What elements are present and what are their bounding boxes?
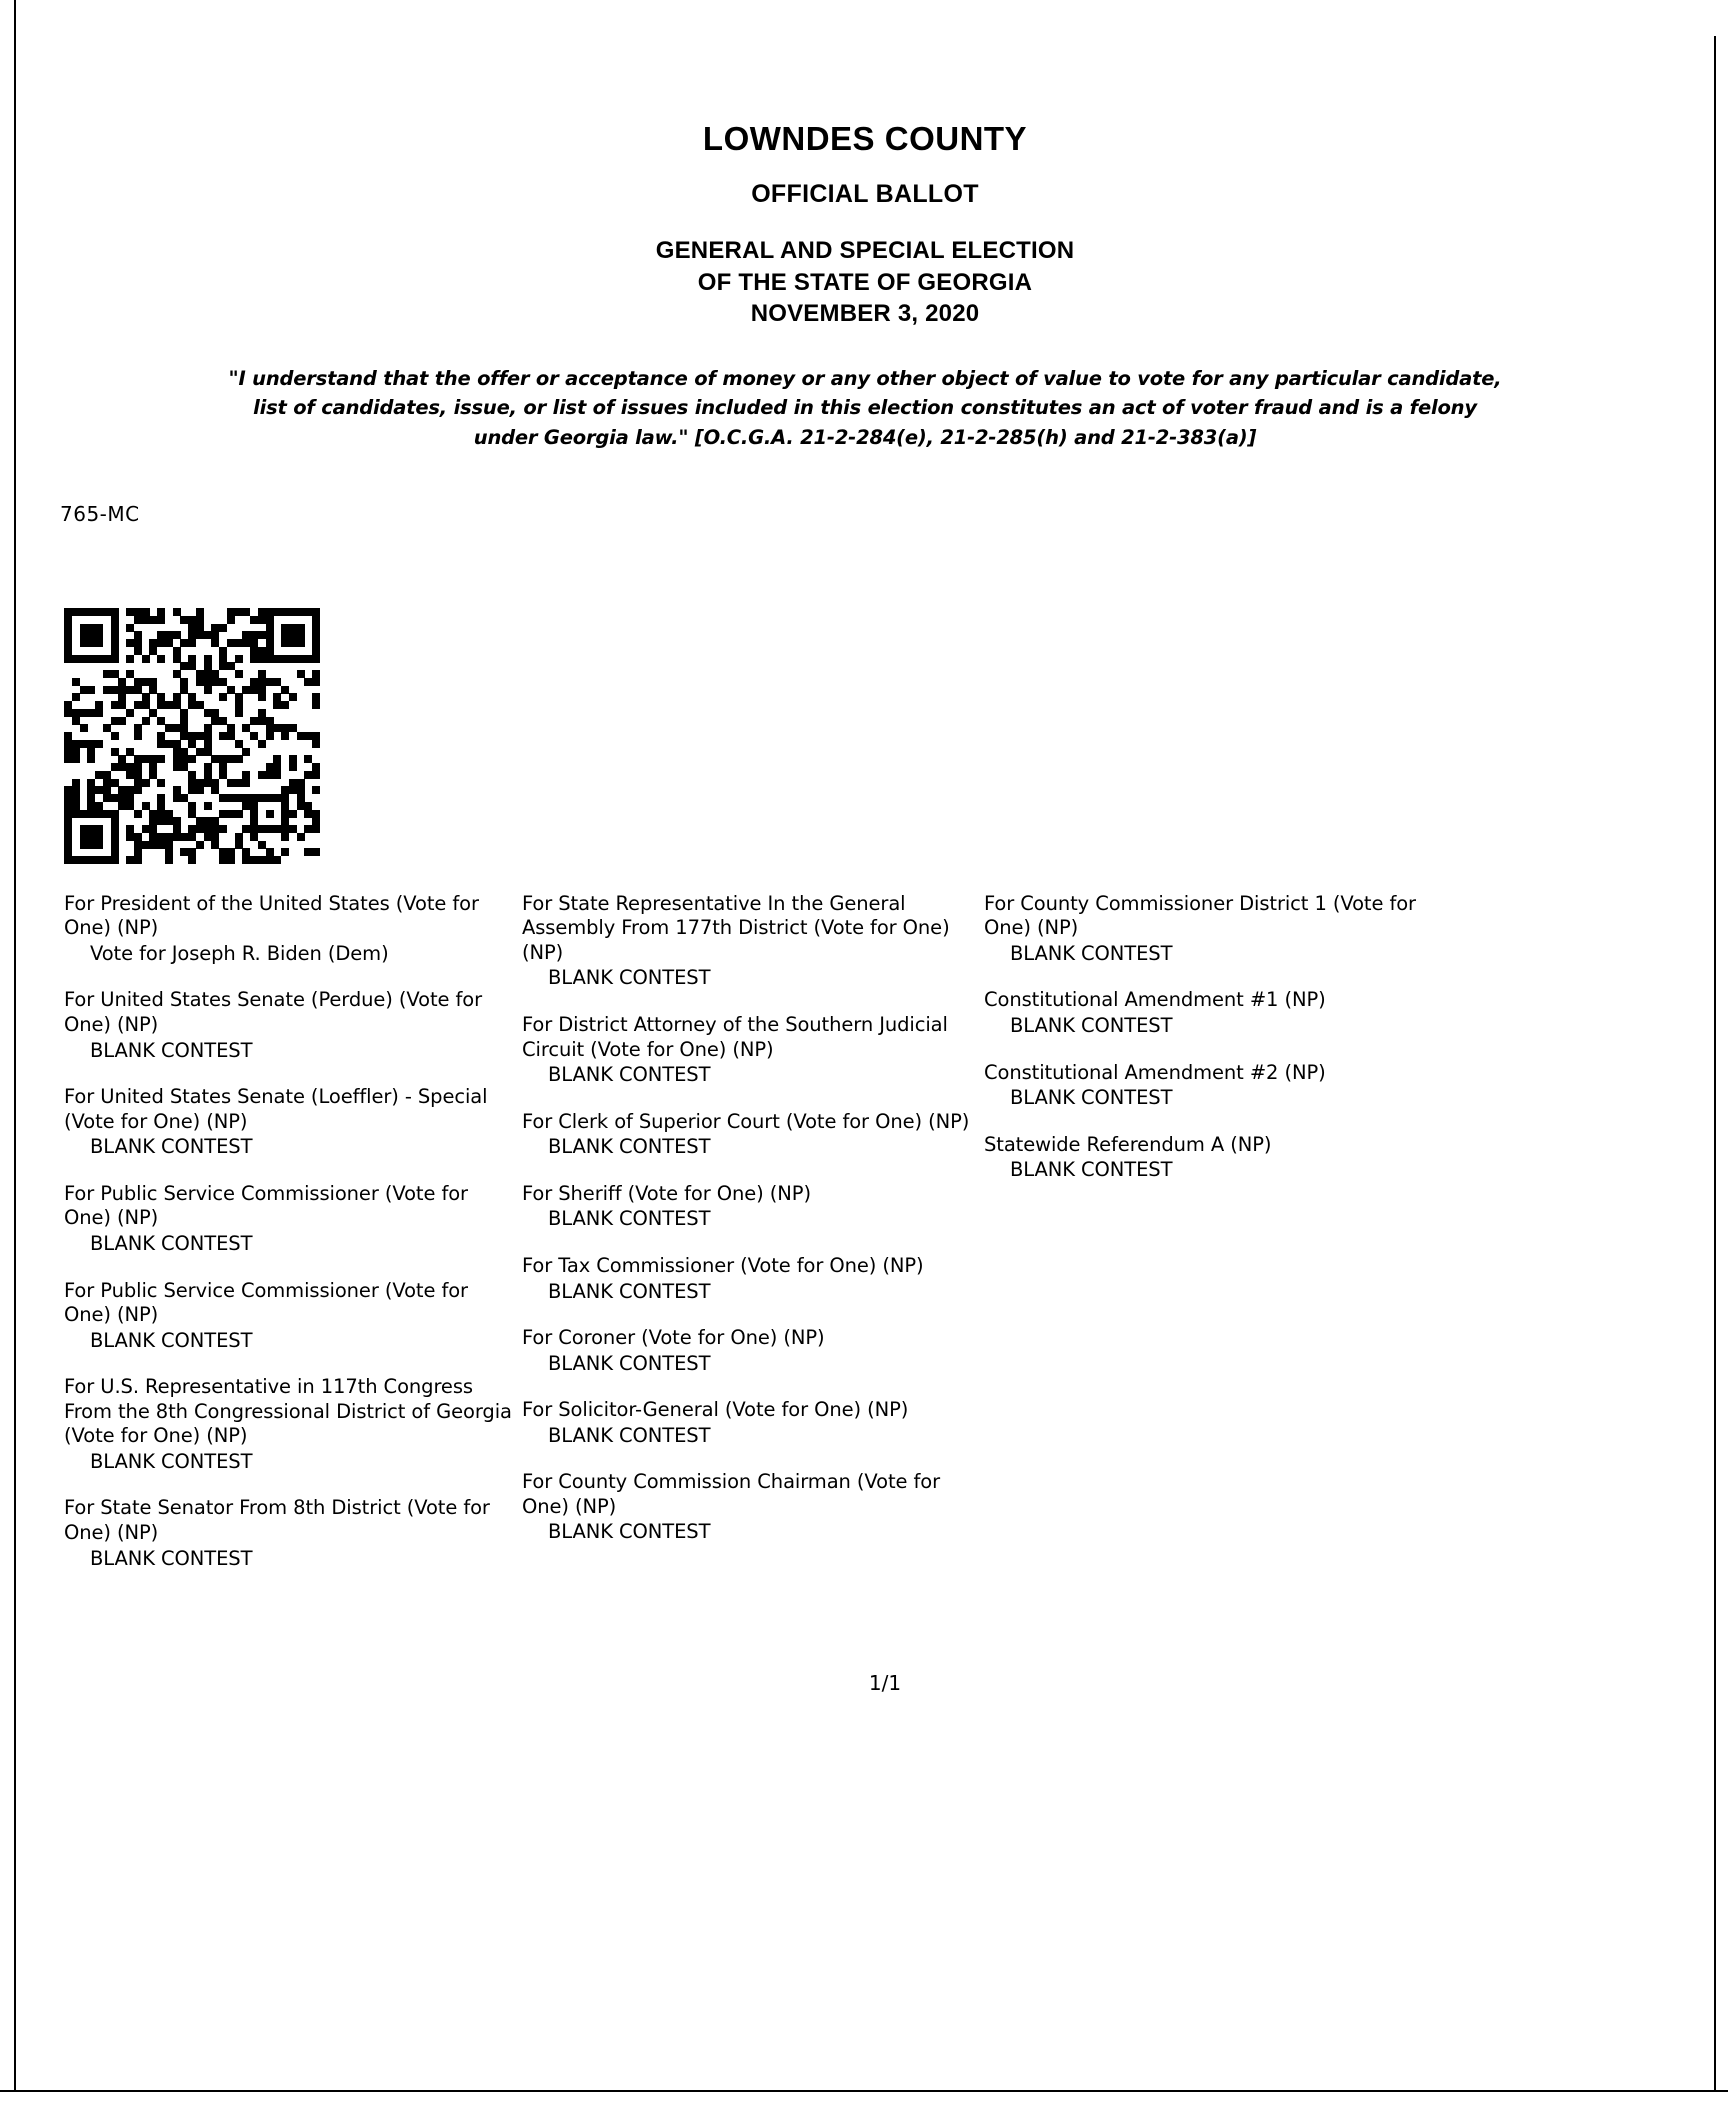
contest-selection: BLANK CONTEST [90,1546,253,1570]
contest-selection: BLANK CONTEST [1010,941,1173,965]
contest-title: For Clerk of Superior Court (Vote for One) (NP) [522,1109,970,1133]
contest-selection: BLANK CONTEST [548,1520,711,1544]
qr-code-container [64,608,1714,864]
contest-selection: BLANK CONTEST [1010,1086,1173,1110]
contest-block [984,1061,1454,1111]
contest-columns [64,892,1664,1593]
contest-block [64,1279,512,1354]
contest-block [64,1182,512,1257]
contest-block [522,1110,970,1160]
contest-selection: BLANK CONTEST [90,1449,253,1473]
ballot-sheet [16,0,1714,2090]
election-title-line-1: GENERAL AND SPECIAL ELECTION [655,237,1075,264]
election-title-line-2: OF THE STATE OF GEORGIA [697,268,1033,296]
contest-selection: BLANK CONTEST [90,1328,253,1352]
contest-title: For Public Service Commissioner (Vote for One) (NP) [64,1181,468,1230]
contest-selection: BLANK CONTEST [90,1135,253,1159]
contest-title: For County Commissioner District 1 (Vote for One) (NP) [984,891,1416,940]
contest-title: For State Representative In the General Assembly From 177th District (Vote for One) (NP) [522,891,950,964]
contest-block [64,892,512,967]
contest-block [522,1398,970,1448]
contest-block [984,1133,1454,1183]
contest-selection: BLANK CONTEST [90,1038,253,1062]
ballot-qr-code [64,608,320,864]
contest-title: For County Commission Chairman (Vote for One) (NP) [522,1470,941,1518]
contest-block [64,1496,512,1571]
contest-selection: Vote for Joseph R. Biden (Dem) [90,941,389,965]
official-ballot-title: OFFICIAL BALLOT [751,180,979,208]
contest-title: For United States Senate (Loeffler) - Special (Vote for One) (NP) [64,1085,488,1133]
contest-block [522,892,970,991]
contest-title: For Public Service Commissioner (Vote for One) (NP) [64,1278,468,1327]
ballot-header [16,0,1714,330]
contest-title: For President of the United States (Vote for One) (NP) [64,891,479,940]
contest-selection: BLANK CONTEST [1010,1158,1173,1182]
contest-block [522,1013,970,1088]
scan-edge-bottom [0,2090,1728,2102]
scan-edge-right [1714,0,1728,2102]
contest-selection: BLANK CONTEST [548,1063,711,1087]
contest-block [984,988,1454,1038]
election-title [16,235,1714,330]
contest-title: For State Senator From 8th District (Vote for One) (NP) [64,1496,490,1545]
contest-selection: BLANK CONTEST [548,1279,711,1303]
contest-selection: BLANK CONTEST [90,1231,253,1255]
contest-block [64,1085,512,1160]
contest-title: For Tax Commissioner (Vote for One) (NP) [522,1253,924,1277]
contest-selection: BLANK CONTEST [548,966,711,990]
contest-title: Constitutional Amendment #1 (NP) [984,988,1326,1012]
contest-block [522,1470,970,1545]
contest-selection: BLANK CONTEST [1010,1014,1173,1038]
contest-selection: BLANK CONTEST [548,1135,711,1159]
contest-title: For Coroner (Vote for One) (NP) [522,1326,825,1350]
election-date: NOVEMBER 3, 2020 [750,300,980,328]
contest-block [64,988,512,1063]
contest-title: For Solicitor-General (Vote for One) (NP) [522,1398,909,1422]
contest-column-1 [64,892,512,1593]
contest-selection: BLANK CONTEST [548,1207,711,1231]
scan-edge-corner [1714,0,1728,36]
contest-title: Statewide Referendum A (NP) [984,1132,1272,1156]
contest-block [522,1254,970,1304]
contest-selection: BLANK CONTEST [548,1423,711,1447]
page-number: 1/1 [868,1671,902,1696]
county-title: LOWNDES COUNTY [702,120,1028,157]
contest-title: For U.S. Representative in 117th Congress From the 8th Congressional District of Georgia (Vote for One) (NP) [64,1375,512,1448]
contest-column-2 [512,892,970,1593]
contest-block [522,1182,970,1232]
contest-selection: BLANK CONTEST [548,1351,711,1375]
contest-title: Constitutional Amendment #2 (NP) [984,1060,1326,1084]
ballot-style-id: 765-MC [60,501,140,526]
contest-block [64,1375,512,1474]
scan-edge-left [0,0,16,2102]
contest-title: For District Attorney of the Southern Judicial Circuit (Vote for One) (NP) [522,1013,948,1061]
contest-column-3 [970,892,1454,1593]
voter-fraud-oath: "I understand that the offer or acceptance of money or any other object of value to vote for any particular candidate, list of candidates, issue, or list of issues included in this election constitutes an act of voter fraud and is a felony under Georgia law." [O.C.G.A. 21-2-284(e), 21-2-285(h) and 21-2-383(a)] [228,367,1502,449]
contest-title: For United States Senate (Perdue) (Vote for One) (NP) [64,988,483,1037]
contest-title: For Sheriff (Vote for One) (NP) [522,1181,811,1205]
contest-block [984,892,1454,967]
contest-block [522,1326,970,1376]
